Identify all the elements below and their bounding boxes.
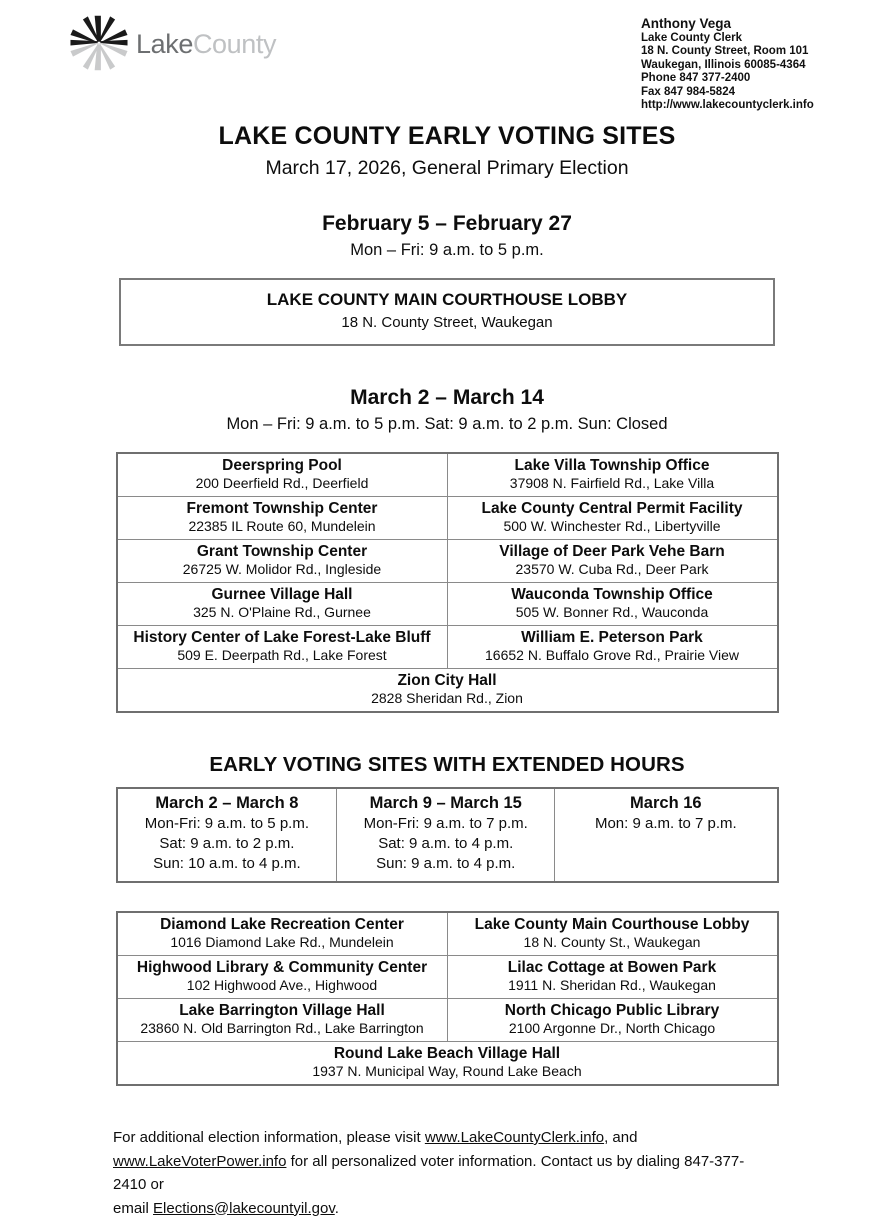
- footer-info: [113, 1126, 781, 1220]
- spacer: [0, 883, 894, 911]
- site-cell: [117, 956, 448, 999]
- logo-word-lake: Lake: [136, 29, 193, 59]
- site-address: 509 E. Deerpath Rd., Lake Forest: [122, 647, 443, 664]
- site-name: Grant Township Center: [122, 543, 443, 561]
- site-name: History Center of Lake Forest-Lake Bluff: [122, 629, 443, 647]
- extended-hours-heading: EARLY VOTING SITES WITH EXTENDED HOURS: [0, 753, 894, 777]
- site-address: 22385 IL Route 60, Mundelein: [122, 518, 443, 535]
- extended-hours-body: [117, 788, 778, 882]
- extended-sites-table: [116, 911, 779, 1086]
- main-courthouse-name: LAKE COUNTY MAIN COURTHOUSE LOBBY: [121, 290, 773, 310]
- site-address: 23860 N. Old Barrington Rd., Lake Barrington: [122, 1020, 443, 1037]
- table-row-full-width: [117, 669, 778, 713]
- footer-text: , and: [604, 1129, 637, 1146]
- starburst-icon: [68, 12, 130, 74]
- site-name: Gurnee Village Hall: [122, 586, 443, 604]
- site-address: 18 N. County St., Waukegan: [452, 934, 773, 951]
- site-cell: [117, 497, 448, 540]
- extended-sites-body: [117, 912, 778, 1085]
- site-name: William E. Peterson Park: [452, 629, 773, 647]
- period-one-hours: Mon – Fri: 9 a.m. to 5 p.m.: [0, 241, 894, 260]
- site-address: 505 W. Bonner Rd., Wauconda: [452, 604, 773, 621]
- logo-word-county: County: [193, 29, 276, 59]
- site-address: 26725 W. Molidor Rd., Ingleside: [122, 561, 443, 578]
- table-row: [117, 626, 778, 669]
- clerk-site-link[interactable]: www.LakeCountyClerk.info: [425, 1129, 604, 1146]
- site-cell: [117, 912, 448, 956]
- period-one-heading: February 5 – February 27: [0, 212, 894, 236]
- site-address: 102 Highwood Ave., Highwood: [122, 977, 443, 994]
- hours-cell: [337, 788, 555, 882]
- site-address: 16652 N. Buffalo Grove Rd., Prairie View: [452, 647, 773, 664]
- site-cell: [447, 540, 778, 583]
- clerk-address-line1: 18 N. County Street, Room 101: [641, 45, 814, 58]
- spacer: [0, 713, 894, 753]
- site-address: 325 N. O'Plaine Rd., Gurnee: [122, 604, 443, 621]
- table-row-full-width: [117, 1042, 778, 1086]
- site-cell: [447, 583, 778, 626]
- site-cell: [447, 626, 778, 669]
- site-name: Lilac Cottage at Bowen Park: [452, 959, 773, 977]
- logo-wordmark: [136, 29, 276, 60]
- site-cell: [117, 999, 448, 1042]
- clerk-title: Lake County Clerk: [641, 32, 814, 45]
- site-name: Village of Deer Park Vehe Barn: [452, 543, 773, 561]
- footer-line-1: [113, 1126, 781, 1150]
- lake-county-logo: [68, 12, 276, 74]
- site-cell: [447, 453, 778, 497]
- hours-line: Sun: 10 a.m. to 4 p.m.: [121, 854, 334, 874]
- site-cell: [117, 1042, 778, 1086]
- site-cell: [447, 956, 778, 999]
- clerk-phone: Phone 847 377-2400: [641, 72, 814, 85]
- period-two-heading: March 2 – March 14: [0, 386, 894, 410]
- site-name: North Chicago Public Library: [452, 1002, 773, 1020]
- hours-cell: [117, 788, 337, 882]
- elections-email-link[interactable]: Elections@lakecountyil.gov: [153, 1200, 335, 1217]
- table-row: [117, 583, 778, 626]
- site-name: Lake Barrington Village Hall: [122, 1002, 443, 1020]
- table-row: [117, 999, 778, 1042]
- site-address: 2100 Argonne Dr., North Chicago: [452, 1020, 773, 1037]
- hours-line: Mon-Fri: 9 a.m. to 5 p.m.: [121, 814, 334, 834]
- clerk-contact-block: [641, 16, 814, 112]
- site-name: Diamond Lake Recreation Center: [122, 916, 443, 934]
- table-row: [117, 788, 778, 882]
- footer-line-3: [113, 1197, 781, 1220]
- site-cell: [117, 540, 448, 583]
- site-name: Lake Villa Township Office: [452, 457, 773, 475]
- site-cell: [447, 497, 778, 540]
- site-address: 2828 Sheridan Rd., Zion: [122, 690, 773, 707]
- clerk-name: Anthony Vega: [641, 16, 814, 32]
- clerk-website: http://www.lakecountyclerk.info: [641, 99, 814, 112]
- hours-range-title: March 2 – March 8: [121, 793, 334, 814]
- site-address: 1911 N. Sheridan Rd., Waukegan: [452, 977, 773, 994]
- period-two-hours: Mon – Fri: 9 a.m. to 5 p.m. Sat: 9 a.m. to 2 p.m. Sun: Closed: [0, 415, 894, 434]
- site-cell: [117, 453, 448, 497]
- page-subtitle: March 17, 2026, General Primary Election: [0, 157, 894, 180]
- hours-range-title: March 16: [558, 793, 773, 814]
- site-cell: [117, 583, 448, 626]
- main-courthouse-box: [119, 278, 775, 346]
- site-address: 200 Deerfield Rd., Deerfield: [122, 475, 443, 492]
- footer-text: email: [113, 1200, 153, 1217]
- hours-cell: [555, 788, 778, 882]
- site-address: 1937 N. Municipal Way, Round Lake Beach: [122, 1063, 773, 1080]
- site-address: 500 W. Winchester Rd., Libertyville: [452, 518, 773, 535]
- footer-line-2: [113, 1150, 781, 1197]
- voter-power-link[interactable]: www.LakeVoterPower.info: [113, 1153, 286, 1170]
- hours-line: Sat: 9 a.m. to 2 p.m.: [121, 834, 334, 854]
- hours-line: Sun: 9 a.m. to 4 p.m.: [340, 854, 551, 874]
- site-name: Deerspring Pool: [122, 457, 443, 475]
- main-courthouse-address: 18 N. County Street, Waukegan: [121, 313, 773, 332]
- page-title: LAKE COUNTY EARLY VOTING SITES: [0, 122, 894, 151]
- site-address: 23570 W. Cuba Rd., Deer Park: [452, 561, 773, 578]
- site-name: Wauconda Township Office: [452, 586, 773, 604]
- table-row: [117, 540, 778, 583]
- site-name: Lake County Main Courthouse Lobby: [452, 916, 773, 934]
- site-address: 1016 Diamond Lake Rd., Mundelein: [122, 934, 443, 951]
- site-name: Lake County Central Permit Facility: [452, 500, 773, 518]
- document-header: [0, 0, 894, 108]
- main-sites-table: [116, 452, 779, 713]
- footer-text: .: [335, 1200, 339, 1217]
- footer-text: For additional election information, please visit: [113, 1129, 425, 1146]
- clerk-address-line2: Waukegan, Illinois 60085-4364: [641, 59, 814, 72]
- site-name: Fremont Township Center: [122, 500, 443, 518]
- site-cell: [447, 912, 778, 956]
- table-row: [117, 912, 778, 956]
- site-cell: [117, 626, 448, 669]
- spacer: [0, 1086, 894, 1126]
- hours-line: Mon-Fri: 9 a.m. to 7 p.m.: [340, 814, 551, 834]
- clerk-fax: Fax 847 984-5824: [641, 86, 814, 99]
- hours-range-title: March 9 – March 15: [340, 793, 551, 814]
- main-sites-body: [117, 453, 778, 712]
- site-cell: [447, 999, 778, 1042]
- footer-text: for all personalized voter information. Contact us by dialing 847-377- 2410 or: [113, 1153, 744, 1194]
- site-name: Highwood Library & Community Center: [122, 959, 443, 977]
- hours-line: Mon: 9 a.m. to 7 p.m.: [558, 814, 773, 834]
- spacer: [0, 346, 894, 386]
- table-row: [117, 497, 778, 540]
- site-address: 37908 N. Fairfield Rd., Lake Villa: [452, 475, 773, 492]
- table-row: [117, 956, 778, 999]
- site-name: Zion City Hall: [122, 672, 773, 690]
- site-cell: [117, 669, 778, 713]
- extended-hours-table: [116, 787, 779, 883]
- hours-line: Sat: 9 a.m. to 4 p.m.: [340, 834, 551, 854]
- table-row: [117, 453, 778, 497]
- site-name: Round Lake Beach Village Hall: [122, 1045, 773, 1063]
